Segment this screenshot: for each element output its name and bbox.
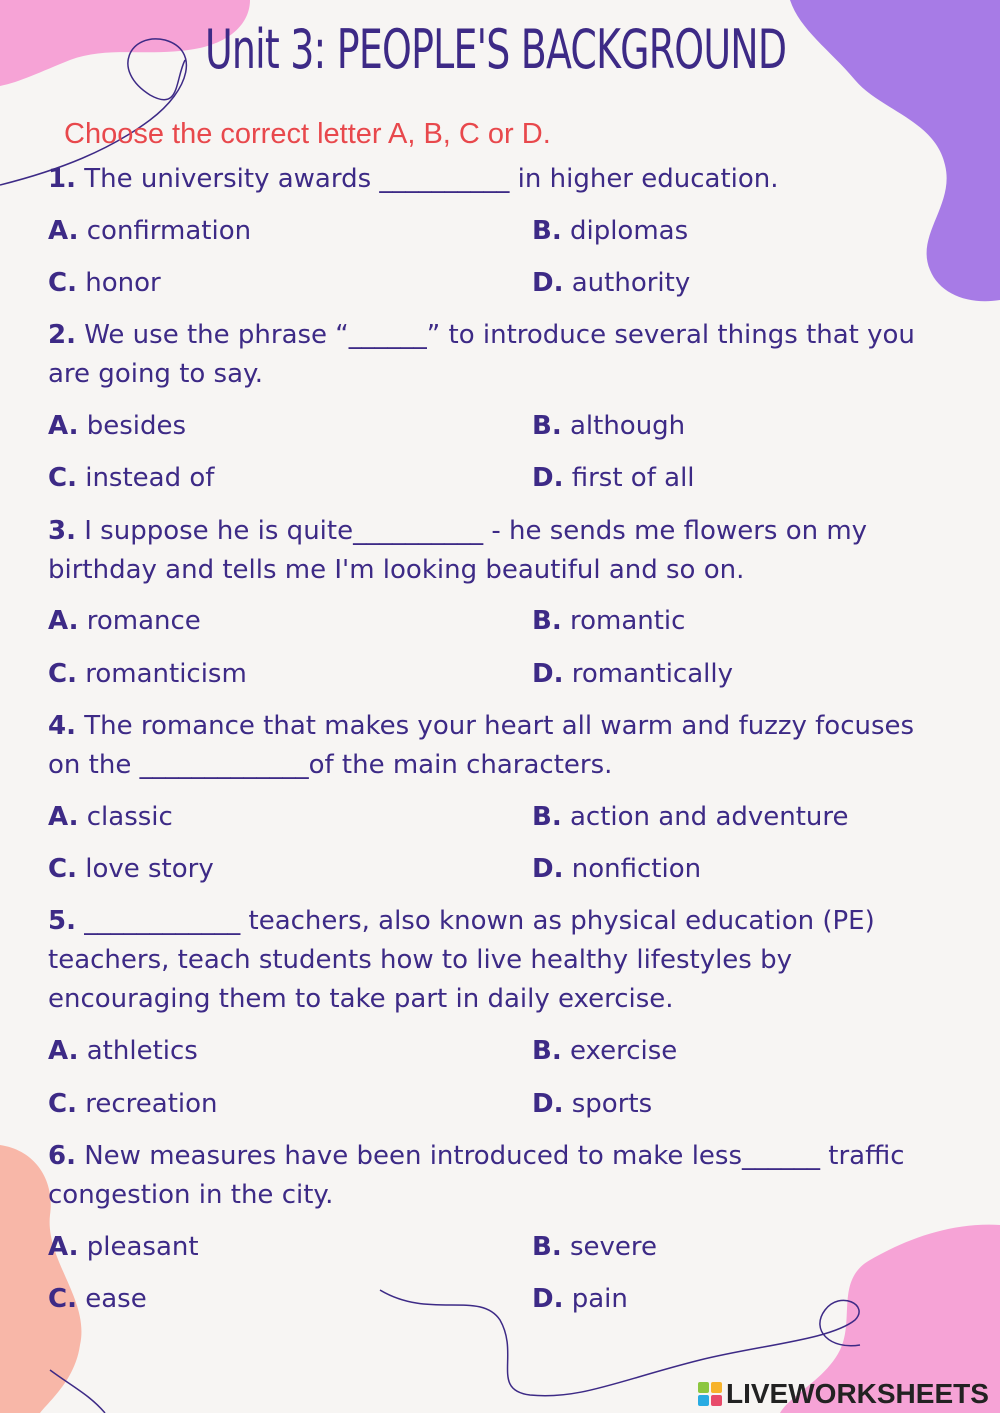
option-4c[interactable]: C. love story <box>48 854 214 884</box>
logo-grid-icon <box>698 1382 722 1406</box>
option-1b[interactable]: B. diplomas <box>532 216 689 246</box>
question-number: 1. <box>48 164 76 194</box>
question-text: We use the phrase “______” to introduce several things that you are going to say. <box>48 320 915 389</box>
question-number: 2. <box>48 320 76 350</box>
option-3d[interactable]: D. romantically <box>532 659 733 689</box>
question-2 <box>48 316 938 394</box>
question-text: The university awards __________ in higher education. <box>75 164 779 194</box>
option-5b[interactable]: B. exercise <box>532 1036 678 1066</box>
option-2c[interactable]: C. instead of <box>48 463 215 493</box>
question-1 <box>48 160 938 199</box>
question-3 <box>48 512 938 590</box>
question-number: 3. <box>48 516 76 546</box>
option-4b[interactable]: B. action and adventure <box>532 802 849 832</box>
option-5c[interactable]: C. recreation <box>48 1089 218 1119</box>
instruction: Choose the correct letter A, B, C or D. <box>64 118 551 150</box>
question-text: New measures have been introduced to make less______ traffic congestion in the city. <box>48 1141 905 1210</box>
question-text: I suppose he is quite__________ - he sends me flowers on my birthday and tells me I'm looking beautiful and so on. <box>48 516 868 585</box>
logo-text: LIVEWORKSHEETS <box>726 1378 989 1409</box>
page-title: Unit 3: PEOPLE'S BACKGROUND <box>204 18 787 81</box>
option-2a[interactable]: A. besides <box>48 411 187 441</box>
question-text: ____________ teachers, also known as physical education (PE) teachers, teach students how to live healthy lifestyles by encouraging them to take part in daily exercise. <box>48 906 875 1014</box>
option-5a[interactable]: A. athletics <box>48 1036 198 1066</box>
option-1a[interactable]: A. confirmation <box>48 216 252 246</box>
question-4 <box>48 707 938 785</box>
option-4d[interactable]: D. nonfiction <box>532 854 702 884</box>
option-6c[interactable]: C. ease <box>48 1284 147 1314</box>
question-text: The romance that makes your heart all warm and fuzzy focuses on the _____________of the main characters. <box>48 711 915 780</box>
question-number: 5. <box>48 906 76 936</box>
option-6d[interactable]: D. pain <box>532 1284 628 1314</box>
question-5 <box>48 902 938 1019</box>
question-6 <box>48 1137 938 1215</box>
question-number: 4. <box>48 711 76 741</box>
option-6b[interactable]: B. severe <box>532 1232 658 1262</box>
option-3c[interactable]: C. romanticism <box>48 659 247 689</box>
option-5d[interactable]: D. sports <box>532 1089 653 1119</box>
option-1c[interactable]: C. honor <box>48 268 161 298</box>
option-4a[interactable]: A. classic <box>48 802 173 832</box>
option-2d[interactable]: D. first of all <box>532 463 695 493</box>
option-2b[interactable]: B. although <box>532 411 686 441</box>
liveworksheets-logo[interactable] <box>698 1378 989 1410</box>
option-6a[interactable]: A. pleasant <box>48 1232 199 1262</box>
option-3a[interactable]: A. romance <box>48 606 201 636</box>
option-3b[interactable]: B. romantic <box>532 606 686 636</box>
question-number: 6. <box>48 1141 76 1171</box>
option-1d[interactable]: D. authority <box>532 268 691 298</box>
